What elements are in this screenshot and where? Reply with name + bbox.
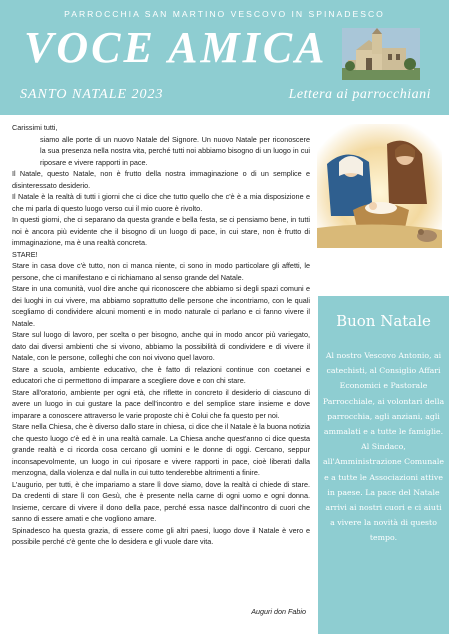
letter-paragraph: STARE! (12, 249, 38, 259)
header-banner (0, 0, 449, 115)
letter-paragraph: Carissimi tutti, (12, 123, 58, 132)
signature: Auguri don Fabio (251, 607, 306, 616)
nativity-image (317, 124, 442, 248)
greetings-text: Al nostro Vescovo Antonio, ai catechisti, al Consiglio Affari Economici e Pastorale Parrocchiale, ai volontari della parrocchia, agli anziani, agli ammalati e a tutte le famiglie. Al Sindaco, all'Amministrazione Comunale e a tutte le Associazioni attive in paese. La pace del Natale arrivi ai nostri cuori e ci aiuti a vivere la novità di questo tempo. (322, 351, 445, 543)
letter-paragraph: Stare in casa dove c'è tutto, non ci manca niente, ci sono in modo particolare gli affetti, le persone, che ci manifestano e ci richiamano al senso grande del Natale. (12, 261, 310, 282)
greetings-title: Buon Natale (336, 312, 431, 330)
church-image (342, 28, 420, 80)
letter-paragraph: siamo alle porte di un nuovo Natale del Signore. Un nuovo Natale per riconoscere la sua presenza nella nostra vita, perché tutti noi abbiamo bisogno di un luogo in cui riposare e vivere rapporti in pace. (40, 134, 310, 167)
letter-paragraph: L'augurio, per tutti, è che impariamo a stare lì dove siamo, dove la realtà ci chiede di stare. Da credenti di stare lì con Gesù, che è presente nella carne di ogni uomo e ogni donna. Insieme, cercare di vivere il dono della pace, perché essa nasce dall'incontro di cuori che sanno di essere amati e che vogliono amare. (12, 479, 310, 523)
letter-paragraph: Stare nella Chiesa, che è diverso dallo stare in chiesa, ci dice che il Natale è la buona notizia che questo luogo c'è ed è in una realtà carnale. La Chiesa anche quest'anno ci dice questa grande realtà e ci ricorda cosa cercano gli uomini e le donne di oggi. Cercano, seppur inconsapevolmente, un luogo in cui riposare e vivere rapporti in pace, cioè liberati dalla menzogna, dalla violenza e dal nulla in cui tutto tenderebbe altrimenti a finire. (12, 422, 310, 477)
newsletter-title: VOCE AMICA (24, 23, 328, 72)
letter-body (12, 122, 310, 548)
edition-subtitle: SANTO NATALE 2023 (20, 87, 164, 102)
letter-paragraph: Stare all'oratorio, ambiente per ogni età, che riflette in concreto il desiderio di ciascuno di avere un luogo in cui gustare la pace dell'incontro e del semplice stare insieme e dove imparare a conoscere attraverso le varie proposte chi è Colui che fa questo per noi. (12, 387, 310, 420)
letter-paragraph: Stare sul luogo di lavoro, per scelta o per bisogno, anche qui in modo ancor più variegato, dato dai diversi ambienti che si vivono, abbiamo la possibilità di condividere e di vivere il Natale, con le persone, colleghi che con noi vivono quel lavoro. (12, 330, 310, 362)
letter-paragraph: In questi giorni, che ci separano da questa grande e bella festa, se ci pensiamo bene, in tutti noi è ancora più evidente che il bisogno di un luogo di pace, in cui stare, non è frutto di immaginazione, ma è una realtà concreta. (12, 215, 310, 247)
letter-paragraph: Il Natale, questo Natale, non è frutto della nostra immaginazione o di un semplice e disinteressato desiderio. (12, 169, 310, 190)
letter-paragraph: Stare in una comunità, vuol dire anche qui riconoscere che abbiamo si degli spazi comuni e dei luoghi in cui vivere, ma abbiamo soprattutto delle persone che incontriamo, con le quali scegliamo di condividere alcuni momenti e in modo naturale ci parlano e ci fanno vivere il Natale. (12, 284, 310, 328)
greetings-sidebar (318, 296, 449, 634)
letter-paragraph: Stare a scuola, ambiente educativo, che è fatto di relazioni continue con coetanei e educatori che ci permettono di imparare a scegliere dove e con chi stare. (12, 364, 310, 385)
letter-subtitle: Lettera ai parrocchiani (288, 87, 431, 102)
letter-paragraph: Spinadesco ha questa grazia, di essere come gli altri paesi, luogo dove il Natale è vero e possibile perché c'è gente che lo desidera e gli vuole dare vita. (12, 525, 310, 546)
letter-paragraph: Il Natale è la realtà di tutti i giorni che ci dice che tutto quello che c'è è a mia disposizione e che mi parla di questo luogo verso cui il mio cuore è rivolto. (12, 192, 310, 213)
parish-name: PARROCCHIA SAN MARTINO VESCOVO IN SPINADESCO (64, 9, 385, 19)
